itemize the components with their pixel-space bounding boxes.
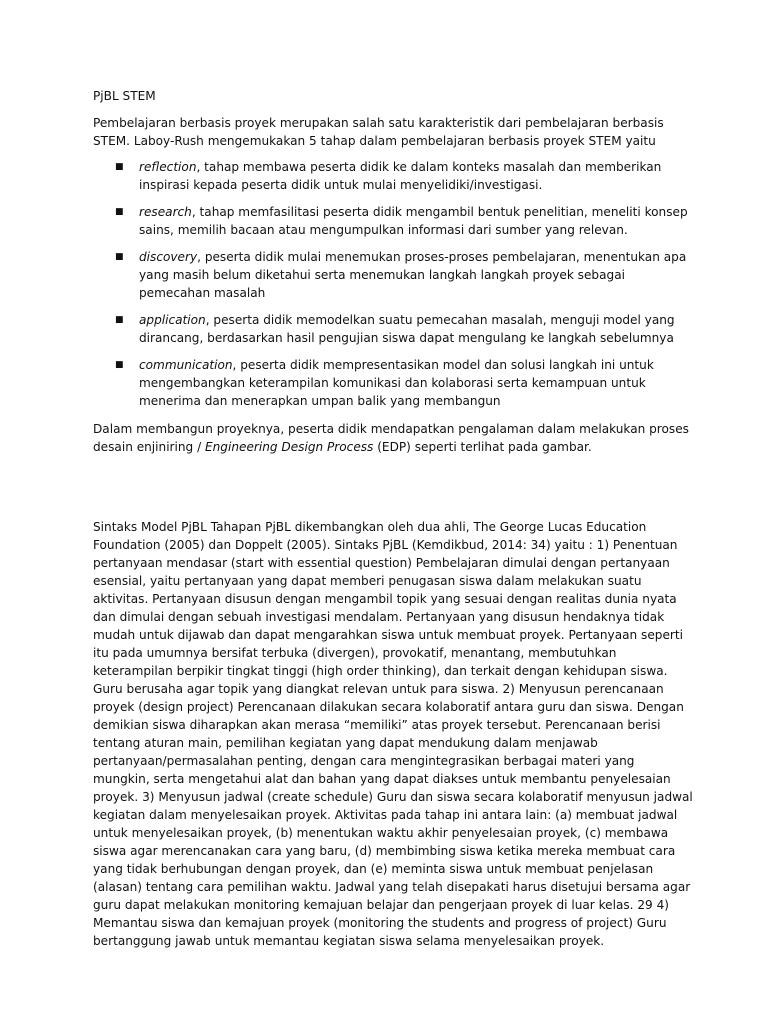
- list-item: [93, 356, 693, 410]
- step-text: , tahap membawa peserta didik ke dalam konteks masalah dan memberikan inspirasi kepada peserta didik untuk mulai menyelidiki/investigasi.: [139, 160, 662, 192]
- step-text: , peserta didik mempresentasikan model dan solusi langkah ini untuk mengembangkan keterampilan komunikasi dan kolaborasi serta kemampuan untuk menerima dan menerapkan umpan balik yang membangun: [139, 358, 654, 408]
- step-term: research: [139, 205, 192, 219]
- edp-text-before: Dalam membangun proyeknya, peserta didik mendapatkan pengalaman dalam melakukan proses desain enjiniring /: [93, 422, 689, 454]
- list-item: [93, 311, 693, 347]
- bullet-icon: ■: [115, 207, 124, 217]
- intro-paragraph: Pembelajaran berbasis proyek merupakan salah satu karakteristik dari pembelajaran berbasis STEM. Laboy-Rush mengemukakan 5 tahap dalam pembelajaran berbasis proyek STEM yaitu: [93, 116, 664, 148]
- step-text: , tahap memfasilitasi peserta didik mengambil bentuk penelitian, meneliti konsep sains, memilih bacaan atau mengumpulkan informasi dari sumber yang relevan.: [139, 205, 688, 237]
- sintaks-paragraph: Sintaks Model PjBL Tahapan PjBL dikembangkan oleh dua ahli, The George Lucas Education Foundation (2005) dan Doppelt (2005). Sintaks PjBL (Kemdikbud, 2014: 34) yaitu : 1) Penentuan pertanyaan mendasar (start with essential question) Pembelajaran dimulai dengan pertanyaan esensial, yaitu pertanyaan yang dapat memberi penugasan siswa dalam melakukan suatu aktivitas. Pertanyaan disusun dengan mengambil topik yang sesuai dengan realitas dunia nyata dan dimulai dengan sebuah investigasi mendalam. Pertanyaan yang disusun hendaknya tidak mudah untuk dijawab dan dapat mengarahkan siswa untuk membuat proyek. Pertanyaan seperti itu pada umumnya bersifat terbuka (divergen), provokatif, menantang, membutuhkan keterampilan berpikir tingkat tinggi (high order thinking), dan terkait dengan kehidupan siswa. Guru berusaha agar topik yang diangkat relevan untuk para siswa. 2) Menyusun perencanaan proyek (design project) Perencanaan dilakukan secara kolaboratif antara guru dan siswa. Dengan demikian siswa diharapkan akan merasa “memiliki” atas proyek tersebut. Perencanaan berisi tentang aturan main, pemilihan kegiatan yang dapat mendukung dalam menjawab pertanyaan/permasalahan penting, dengan cara mengintegrasikan berbagai materi yang mungkin, serta mengetahui alat dan bahan yang dapat diakses untuk membantu penyelesaian proyek. 3) Menyusun jadwal (create schedule) Guru dan siswa secara kolaboratif menyusun jadwal kegiatan dalam menyelesaikan proyek. Aktivitas pada tahap ini antara lain: (a) membuat jadwal untuk menyelesaikan proyek, (b) menentukan waktu akhir penyelesaian proyek, (c) membawa siswa agar merencanakan cara yang baru, (d) membimbing siswa ketika mereka membuat cara yang tidak berhubungan dengan proyek, dan (e) meminta siswa untuk membuat penjelasan (alasan) tentang cara pemilihan waktu. Jadwal yang telah disepakati harus disetujui bersama agar guru dapat melakukan monitoring kemajuan belajar dan pengerjaan proyek di luar kelas. 29 4) Memantau siswa dan kemajuan proyek (monitoring the students and progress of project) Guru bertanggung jawab untuk memantau kegiatan siswa selama menyelesaikan proyek.: [93, 520, 693, 948]
- stem-steps-list: [93, 158, 693, 410]
- list-item: [93, 203, 693, 239]
- list-item: [93, 158, 693, 194]
- step-text: , peserta didik memodelkan suatu pemecahan masalah, menguji model yang dirancang, berdasarkan hasil pengujian siswa dapat mengulang ke langkah sebelumnya: [139, 313, 675, 345]
- document-title: PjBL STEM: [93, 89, 156, 103]
- step-term: reflection: [139, 160, 197, 174]
- bullet-icon: ■: [115, 252, 124, 262]
- step-term: application: [139, 313, 206, 327]
- bullet-icon: ■: [115, 162, 124, 172]
- list-item: [93, 248, 693, 302]
- step-term: discovery: [139, 250, 198, 264]
- step-text: , peserta didik mulai menemukan proses-proses pembelajaran, menentukan apa yang masih belum diketahui serta menemukan langkah langkah proyek sebagai pemecahan masalah: [139, 250, 687, 300]
- bullet-icon: ■: [115, 315, 124, 325]
- bullet-icon: ■: [115, 360, 124, 370]
- step-term: communication: [139, 358, 233, 372]
- edp-paragraph: [93, 420, 693, 456]
- edp-italic-term: Engineering Design Process: [205, 440, 374, 454]
- edp-text-after: (EDP) seperti terlihat pada gambar.: [373, 440, 592, 454]
